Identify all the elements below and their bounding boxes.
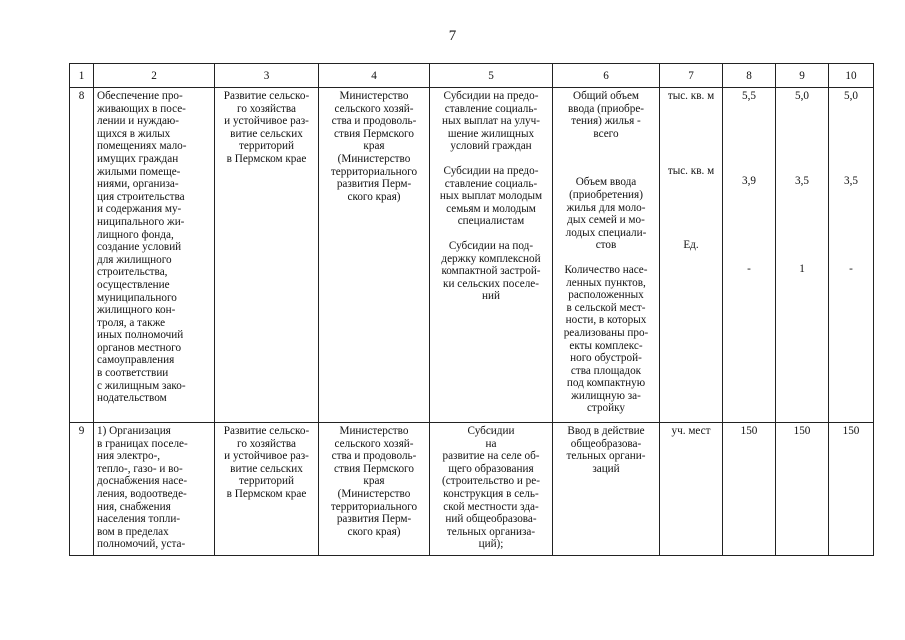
value-cell-col9	[776, 88, 829, 423]
column-header: 2	[94, 64, 215, 88]
value-text: -	[849, 263, 853, 276]
column-header: 4	[319, 64, 430, 88]
indicator-text: Ввод в действие общеобразова- тельных органи- заций	[566, 425, 646, 475]
value-text: 3,5	[844, 174, 858, 187]
value-cell-col8: 150	[723, 423, 776, 556]
column-header: 6	[553, 64, 660, 88]
row-number: 9	[70, 423, 94, 556]
subsidy-text: Субсидии на предо- ставление социаль- ных выплат на улуч- шение жилищных условий граждан	[441, 90, 540, 153]
ministry-text: Министерство сельского хозяй- ства и продоволь- ствия Пермского края (Министерство территориального развития Перм- ского края)	[330, 90, 418, 203]
program-text: Развитие сельско- го хозяйства и устойчивое раз- витие сельских территорий в Пермском крае	[223, 90, 310, 165]
indicator-text: Объем ввода (приобретения) жилья для моло- дых семей и мо- лодых специали- стов	[565, 176, 647, 252]
program-text: Развитие сельско- го хозяйства и устойчивое раз- витие сельских территорий в Пермском крае	[223, 425, 310, 500]
column-header: 1	[70, 64, 94, 88]
unit-cell	[660, 88, 723, 423]
measure-cell	[94, 423, 215, 556]
value-cell-col10	[829, 88, 874, 423]
table-row	[70, 88, 874, 423]
row-number: 8	[70, 88, 94, 423]
ministry-cell	[319, 88, 430, 423]
indicator-cell	[553, 88, 660, 423]
unit-cell: уч. мест	[660, 423, 723, 556]
measure-text: 1) Организация в границах поселе- ния электро-, тепло-, газо- и во- доснабжения насе- ления, водоотведе- ния, снабжения населения топли- вом в пределах полномочий, уста-	[97, 425, 188, 551]
program-cell	[215, 88, 319, 423]
indicator-cell	[553, 423, 660, 556]
value-text: 1	[799, 263, 805, 276]
column-header: 7	[660, 64, 723, 88]
column-header: 3	[215, 64, 319, 88]
measures-table	[69, 63, 874, 556]
table-row	[70, 423, 874, 556]
indicator-text: Общий объем ввода (приобре- тения) жилья - всего	[567, 90, 645, 140]
value-text: 5,0	[844, 90, 858, 102]
program-cell	[215, 423, 319, 556]
value-cell-col9: 150	[776, 423, 829, 556]
subsidy-text: Субсидии на развитие на селе об- щего образования (строительство и ре- конструкция в сель- ской местности зда- ний общеобразова- тельных организа- ций);	[442, 425, 540, 551]
page-number: 7	[448, 28, 457, 44]
value-text: 5,5	[742, 90, 756, 102]
value-text: -	[747, 263, 751, 276]
unit-text: тыс. кв. м	[667, 164, 715, 177]
value-cell-col10: 150	[829, 423, 874, 556]
measure-text: Обеспечение про- живающих в посе- лении и нуждаю- щихся в жилых помещениях мало- имущих граждан жилыми помеще- ниями, организа- ция строительства и содержания му- ниципального жи- лищного фонда, создание условий для жилищного строительства, осуществление муниципального жилищного кон- троля, а также иных полномочий органов местного самоуправления в соответствии с жилищным зако- нодательством	[97, 90, 187, 405]
unit-text: Ед.	[683, 239, 699, 252]
indicator-text: Количество насе- ленных пунктов, расположенных в сельской мест- ности, в которых реализованы про- екты комплекс- ного обустрой- ства площадок под компактную жилищную за- стройку	[563, 263, 649, 415]
column-header: 10	[829, 64, 874, 88]
header-row	[70, 64, 874, 88]
value-text: 3,5	[795, 174, 809, 187]
value-text: 3,9	[742, 174, 756, 187]
measure-cell	[94, 88, 215, 423]
subsidy-cell	[430, 423, 553, 556]
column-header: 5	[430, 64, 553, 88]
column-header: 9	[776, 64, 829, 88]
subsidy-text: Субсидии на под- держку комплексной компактной застрой- ки сельских поселе- ний	[441, 239, 541, 303]
subsidy-cell	[430, 88, 553, 423]
value-text: 5,0	[795, 90, 809, 102]
subsidy-text: Субсидии на предо- ставление социаль- ных выплат молодым семьям и молодым специалистам	[439, 164, 543, 228]
ministry-text: Министерство сельского хозяй- ства и продоволь- ствия Пермского края (Министерство территориального развития Перм- ского края)	[330, 425, 418, 538]
value-cell-col8	[723, 88, 776, 423]
ministry-cell	[319, 423, 430, 556]
unit-text: тыс. кв. м	[667, 90, 715, 102]
column-header: 8	[723, 64, 776, 88]
